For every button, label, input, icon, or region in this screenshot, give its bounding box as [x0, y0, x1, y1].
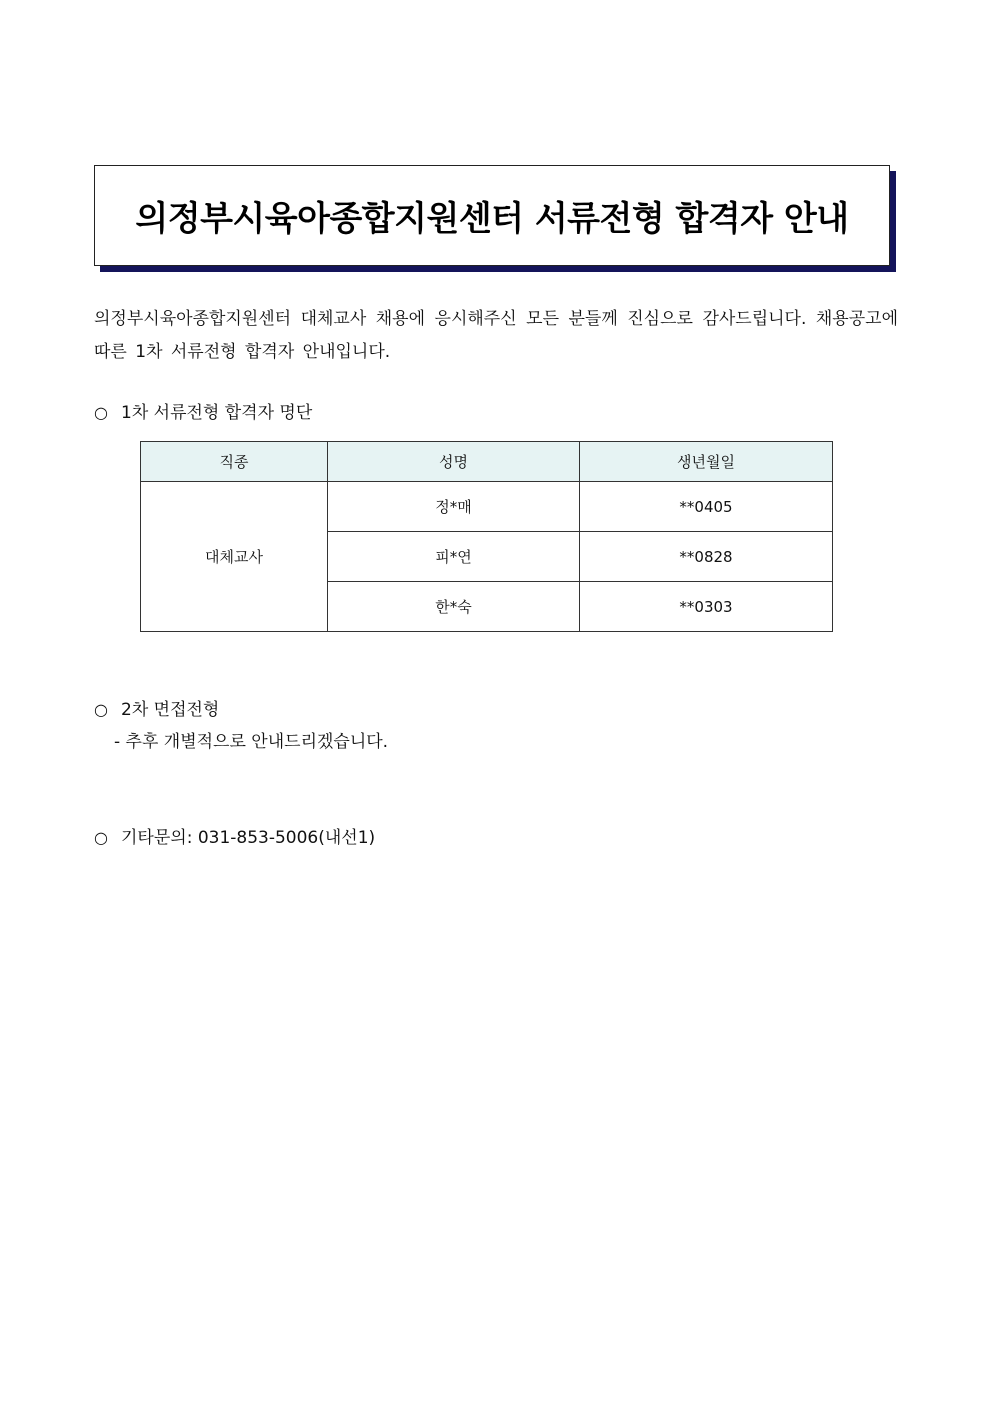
name-cell: 한*숙 — [328, 582, 580, 632]
section-first-round-heading: 1차 서류전형 합격자 명단 — [121, 403, 313, 423]
title-box — [94, 165, 890, 266]
page-title: 의정부시육아종합지원센터 서류전형 합격자 안내 — [135, 199, 849, 239]
column-header-birthdate: 생년월일 — [580, 442, 833, 482]
passers-table — [140, 441, 833, 632]
column-header-job: 직종 — [141, 442, 328, 482]
section-contact — [94, 826, 375, 850]
contact-info: 기타문의: 031-853-5006(내선1) — [121, 828, 376, 848]
name-cell: 정*매 — [328, 482, 580, 532]
table-header-row — [141, 442, 833, 482]
name-cell: 피*연 — [328, 532, 580, 582]
column-header-name: 성명 — [328, 442, 580, 482]
circle-bullet-icon: ○ — [94, 403, 108, 422]
section-second-round — [94, 698, 219, 722]
birthdate-cell: **0303 — [580, 582, 833, 632]
birthdate-cell: **0828 — [580, 532, 833, 582]
circle-bullet-icon: ○ — [94, 828, 108, 847]
circle-bullet-icon: ○ — [94, 700, 108, 719]
interview-note: - 추후 개별적으로 안내드리겠습니다. — [114, 732, 389, 752]
birthdate-cell: **0405 — [580, 482, 833, 532]
job-cell: 대체교사 — [141, 482, 328, 632]
section-first-round — [94, 401, 312, 425]
table-row — [141, 482, 833, 532]
intro-paragraph: 의정부시육아종합지원센터 대체교사 채용에 응시해주신 모든 분들께 진심으로 감사드립니다. 채용공고에 따른 1차 서류전형 합격자 안내입니다. — [94, 309, 898, 362]
section-second-round-heading: 2차 면접전형 — [121, 700, 220, 720]
